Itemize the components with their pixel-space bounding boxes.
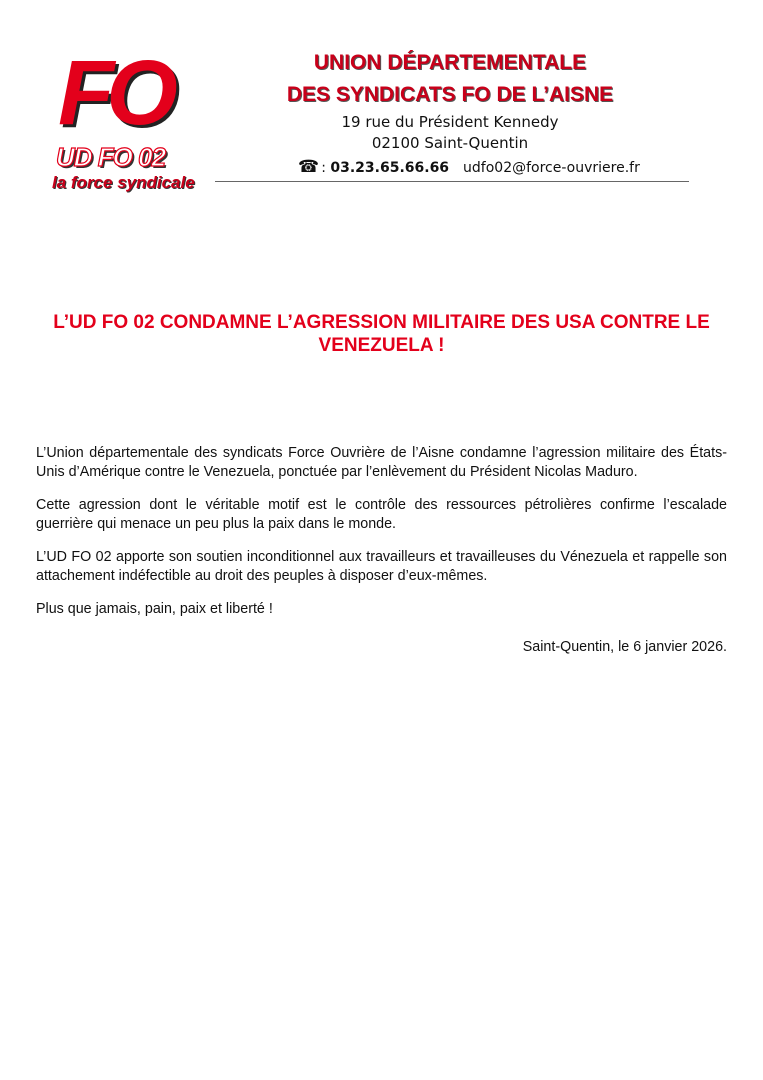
paragraph: L’UD FO 02 apporte son soutien inconditionnel aux travailleurs et travailleuses du Vénezuela et rappelle son attachement indéfectible au droit des peuples à disposer d’eux-mêmes.	[36, 549, 727, 584]
phone-prefix: :	[321, 160, 331, 176]
fo-logo	[50, 42, 210, 192]
paragraph: L’Union départementale des syndicats Force Ouvrière de l’Aisne condamne l’agression militaire des États-Unis d’Amérique contre le Venezuela, ponctuée par l’enlèvement du Président Nicolas Maduro.	[36, 445, 727, 480]
telephone-icon: ☎	[298, 157, 320, 177]
place-date-signature: Saint-Quentin, le 6 janvier 2026.	[522, 639, 727, 655]
paragraph: Cette agression dont le véritable motif est le contrôle des ressources pétrolières confirme l’escalade guerrière qui menace un peu plus la paix dans le monde.	[36, 497, 727, 532]
email-address: udfo02@force-ouvriere.fr	[463, 160, 640, 176]
logo-ud-text: UD FO 02	[56, 142, 166, 172]
phone-number: 03.23.65.66.66	[330, 160, 450, 176]
document-title: L’UD FO 02 CONDAMNE L’AGRESSION MILITAIRE DES USA CONTRE LE VENEZUELA !	[53, 312, 710, 356]
document-body	[36, 444, 727, 633]
logo-tagline: la force syndicale	[52, 173, 195, 192]
address-street: 19 rue du Président Kennedy	[341, 113, 559, 131]
header-divider	[215, 181, 689, 182]
org-name-line1: UNION DÉPARTEMENTALE	[313, 51, 587, 74]
logo-fo-text: FO	[58, 42, 170, 144]
contact-line	[298, 157, 640, 178]
org-name-line2: DES SYNDICATS FO DE L’AISNE	[286, 83, 614, 106]
paragraph: Plus que jamais, pain, paix et liberté !	[36, 601, 273, 617]
address-city: 02100 Saint-Quentin	[371, 134, 529, 152]
